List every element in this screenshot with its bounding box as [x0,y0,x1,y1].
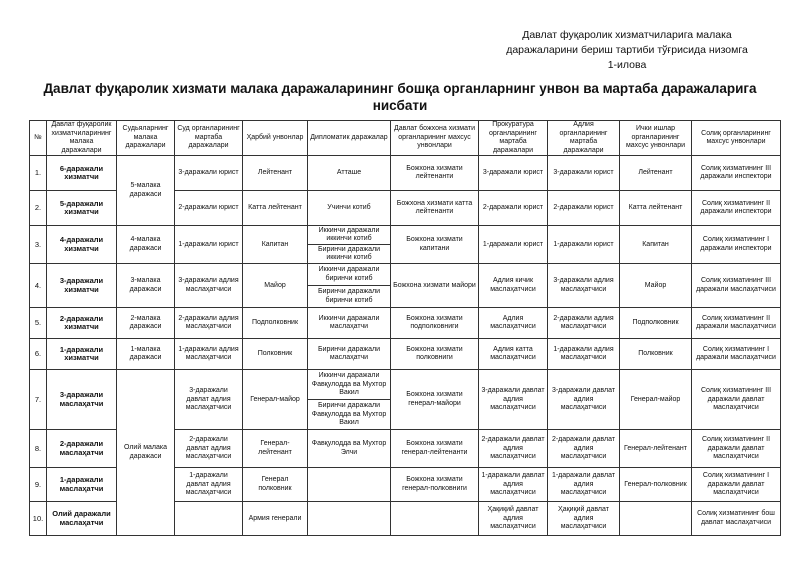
justice-rank: 2-даражали адлия маслаҳатчиси [548,308,620,339]
prosecution-rank: 3-даражали юрист [479,156,548,191]
court-rank: 2-даражали давлат адлия маслаҳатчиси [175,430,243,468]
prosecution-rank: 2-даражали давлат адлия маслаҳатчиси [479,430,548,468]
diplomatic-rank-a: Иккинчи даражали Фавқулодда ва Мухтор Вакил [308,370,391,400]
court-rank: 3-даражали давлат адлия маслаҳатчиси [175,370,243,430]
military-rank: Капитан [243,226,308,264]
annex-line-2: даражаларини бериш тартиби тўғрисида низомга [506,44,748,56]
civil-service-rank: Олий даражали маслаҳатчи [47,502,117,536]
customs-rank: Божхона хизмати генерал-майори [391,370,479,430]
court-rank: 2-даражали адлия маслаҳатчиси [175,308,243,339]
customs-rank: Божхона хизмати лейтенанти [391,156,479,191]
diplomatic-rank-b: Биринчи даражали иккинчи котиб [308,245,391,264]
row-number: 9. [30,468,47,502]
row-number: 8. [30,430,47,468]
civil-service-rank: 1-даражали хизматчи [47,339,117,370]
header-cell: Ҳарбий унвонлар [243,121,308,156]
prosecution-rank: Адлия кичик маслаҳатчиси [479,264,548,308]
civil-service-rank: 6-даражали хизматчи [47,156,117,191]
justice-rank: 1-даражали адлия маслаҳатчиси [548,339,620,370]
court-rank: 1-даражали юрист [175,226,243,264]
customs-rank: Божхона хизмати майори [391,264,479,308]
diplomatic-rank: Атташе [308,156,391,191]
justice-rank: 2-даражали юрист [548,191,620,226]
diplomatic-rank: Учинчи котиб [308,191,391,226]
annex-note [472,28,782,73]
court-rank [175,502,243,536]
table-row [30,370,781,400]
tax-rank: Солиқ хизматининг бош давлат маслаҳатчиси [692,502,781,536]
diplomatic-rank [308,468,391,502]
rank-correspondence-table [29,120,781,536]
customs-rank: Божхона хизмати генерал-полковниги [391,468,479,502]
prosecution-rank: Адлия маслаҳатчиси [479,308,548,339]
customs-rank [391,502,479,536]
annex-line-1: Давлат фуқаролик хизматчиларига малака [522,29,732,41]
row-number: 7. [30,370,47,430]
annex-line-3: 1-илова [607,59,647,71]
header-cell: Судьяларнинг малака даражалари [117,121,175,156]
court-rank: 1-даражали давлат адлия маслаҳатчиси [175,468,243,502]
interior-rank: Генерал-лейтенант [620,430,692,468]
row-number: 6. [30,339,47,370]
table-row [30,226,781,245]
justice-rank: 2-даражали давлат адлия маслаҳатчиси [548,430,620,468]
military-rank: Генерал полковник [243,468,308,502]
judge-rank: 3-малака даражаси [117,264,175,308]
judge-rank: Олий малака даражаси [117,370,175,536]
civil-service-rank: 4-даражали хизматчи [47,226,117,264]
interior-rank: Генерал-майор [620,370,692,430]
title-line-1: Давлат фуқаролик хизмати малака даражаларининг бошқа органларнинг унвон ва мартаба даражаларига [43,81,757,96]
justice-rank: 1-даражали юрист [548,226,620,264]
military-rank: Майор [243,264,308,308]
civil-service-rank: 3-даражали маслаҳатчи [47,370,117,430]
military-rank: Армия генерали [243,502,308,536]
civil-service-rank: 3-даражали хизматчи [47,264,117,308]
interior-rank: Майор [620,264,692,308]
justice-rank: 3-даражали юрист [548,156,620,191]
header-cell: Дипломатик даражалар [308,121,391,156]
table-row [30,264,781,286]
table-row [30,339,781,370]
tax-rank: Солиқ хизматининг II даражали маслаҳатчиси [692,308,781,339]
customs-rank: Божхона хизмати капитани [391,226,479,264]
justice-rank: 3-даражали давлат адлия маслаҳатчиси [548,370,620,430]
military-rank: Катта лейтенант [243,191,308,226]
military-rank: Генерал-майор [243,370,308,430]
customs-rank: Божхона хизмати полковниги [391,339,479,370]
civil-service-rank: 5-даражали хизматчи [47,191,117,226]
court-rank: 1-даражали адлия маслаҳатчиси [175,339,243,370]
justice-rank: Ҳақиқий давлат адлия маслаҳатчиси [548,502,620,536]
court-rank: 3-даражали адлия маслаҳатчиси [175,264,243,308]
tax-rank: Солиқ хизматининг III даражали маслаҳатчиси [692,264,781,308]
row-number: 5. [30,308,47,339]
judge-rank: 4-малака даражаси [117,226,175,264]
court-rank: 2-даражали юрист [175,191,243,226]
interior-rank: Лейтенант [620,156,692,191]
interior-rank: Полковник [620,339,692,370]
diplomatic-rank-b: Биринчи даражали Фавқулодда ва Мухтор Вакил [308,400,391,430]
judge-rank: 2-малака даражаси [117,308,175,339]
tax-rank: Солиқ хизматининг I даражали инспектори [692,226,781,264]
prosecution-rank: 1-даражали давлат адлия маслаҳатчиси [479,468,548,502]
tax-rank: Солиқ хизматининг II даражали инспектори [692,191,781,226]
judge-rank: 5-малака даражаси [117,156,175,226]
table-row [30,308,781,339]
interior-rank: Катта лейтенант [620,191,692,226]
row-number: 4. [30,264,47,308]
interior-rank: Подполковник [620,308,692,339]
diplomatic-rank [308,502,391,536]
row-number: 10. [30,502,47,536]
prosecution-rank: 2-даражали юрист [479,191,548,226]
prosecution-rank: 1-даражали юрист [479,226,548,264]
row-number: 3. [30,226,47,264]
diplomatic-rank: Иккинчи даражали маслаҳатчи [308,308,391,339]
interior-rank: Капитан [620,226,692,264]
header-cell: Давлат фуқаролик хизматчиларининг малака даражалари [47,121,117,156]
tax-rank: Солиқ хизматининг III даражали инспектори [692,156,781,191]
tax-rank: Солиқ хизматининг II даражали давлат маслаҳатчиси [692,430,781,468]
civil-service-rank: 1-даражали маслаҳатчи [47,468,117,502]
prosecution-rank: 3-даражали давлат адлия маслаҳатчиси [479,370,548,430]
military-rank: Подполковник [243,308,308,339]
prosecution-rank: Ҳақиқий давлат адлия маслаҳатчиси [479,502,548,536]
interior-rank [620,502,692,536]
header-cell: Ички ишлар органларининг махсус унвонлари [620,121,692,156]
diplomatic-rank-a: Иккинчи даражали биринчи котиб [308,264,391,286]
tax-rank: Солиқ хизматининг III даражали давлат маслаҳатчиси [692,370,781,430]
header-cell: Адлия органларининг мартаба даражалари [548,121,620,156]
civil-service-rank: 2-даражали маслаҳатчи [47,430,117,468]
table-header-row [30,121,781,156]
military-rank: Лейтенант [243,156,308,191]
diplomatic-rank: Биринчи даражали маслаҳатчи [308,339,391,370]
title-line-2: нисбати [372,98,428,113]
diplomatic-rank: Фавқулодда ва Мухтор Элчи [308,430,391,468]
header-cell: Солиқ органларининг махсус унвонлари [692,121,781,156]
header-cell: Давлат божхона хизмати органларининг махсус унвонлари [391,121,479,156]
table-row [30,156,781,191]
justice-rank: 1-даражали давлат адлия маслаҳатчиси [548,468,620,502]
diplomatic-rank-b: Биринчи даражали биринчи котиб [308,286,391,308]
header-cell: Прокуратура органларининг мартаба даражалари [479,121,548,156]
judge-rank: 1-малака даражаси [117,339,175,370]
row-number: 2. [30,191,47,226]
customs-rank: Божхона хизмати генерал-лейтенанти [391,430,479,468]
header-cell: № [30,121,47,156]
diplomatic-rank-a: Иккинчи даражали иккинчи котиб [308,226,391,245]
tax-rank: Солиқ хизматининг I даражали давлат маслаҳатчиси [692,468,781,502]
row-number: 1. [30,156,47,191]
prosecution-rank: Адлия катта маслаҳатчиси [479,339,548,370]
customs-rank: Божхона хизмати катта лейтенанти [391,191,479,226]
document-title [40,80,760,114]
header-cell: Суд органларининг мартаба даражалари [175,121,243,156]
court-rank: 3-даражали юрист [175,156,243,191]
military-rank: Полковник [243,339,308,370]
justice-rank: 3-даражали адлия маслаҳатчиси [548,264,620,308]
tax-rank: Солиқ хизматининг I даражали маслаҳатчиси [692,339,781,370]
customs-rank: Божхона хизмати подполковниги [391,308,479,339]
military-rank: Генерал-лейтенант [243,430,308,468]
interior-rank: Генерал-полковник [620,468,692,502]
civil-service-rank: 2-даражали хизматчи [47,308,117,339]
